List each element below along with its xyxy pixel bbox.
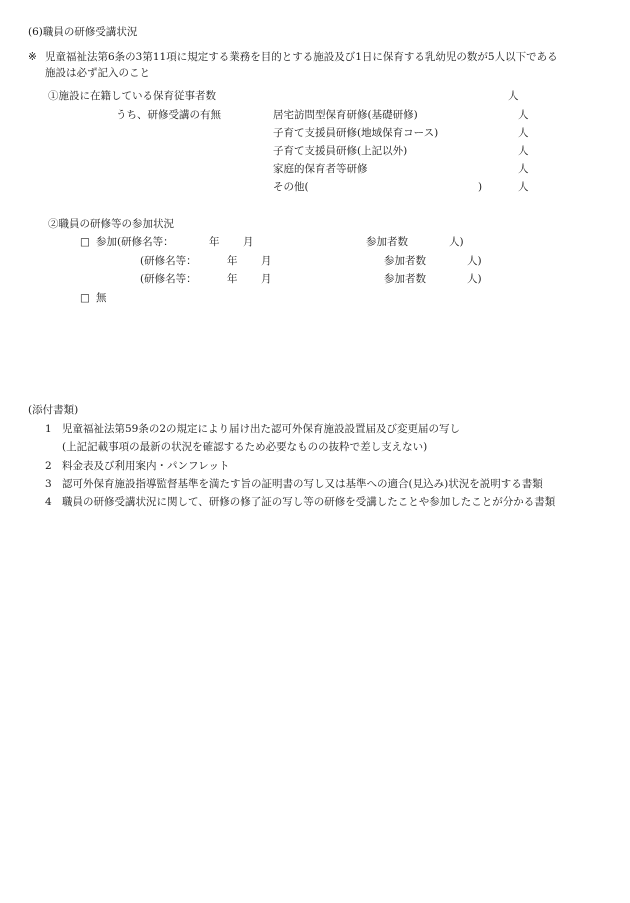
training-type-unit: 人 — [518, 145, 529, 157]
month-label: 月 — [261, 273, 272, 285]
training-name-label: (研修名等： — [140, 273, 197, 285]
attachments-title: (添付書類) — [28, 404, 79, 416]
training-type-label: 子育て支援員研修(上記以外) — [273, 145, 408, 157]
attachment-number: 2 — [45, 460, 52, 472]
staff-heading: ①施設に在籍している保育従事者数 — [48, 90, 216, 102]
attachment-number: 3 — [45, 478, 52, 490]
year-label: 年 — [227, 273, 238, 285]
year-label: 年 — [227, 255, 238, 267]
training-type-unit: 人 — [518, 109, 529, 121]
participant-count-unit: 人) — [449, 236, 464, 248]
attachment-text: 児童福祉法第59条の2の規定により届け出た認可外保育施設設置届及び変更届の写し — [62, 423, 461, 435]
attachment-text: 料金表及び利用案内・パンフレット — [62, 460, 230, 472]
training-type-unit: 人 — [518, 181, 529, 193]
year-label: 年 — [209, 236, 220, 248]
attachment-text: 認可外保育施設指導監督基準を満たす旨の証明書の写し又は基準への適合(見込み)状況を説明する書類 — [62, 478, 543, 490]
other-close-paren: ) — [478, 181, 483, 193]
participant-count-label: 参加者数 — [366, 236, 408, 248]
participant-count-label: 参加者数 — [384, 273, 426, 285]
training-name-label: (研修名等： — [140, 255, 197, 267]
training-type-label: 居宅訪問型保育研修(基礎研修) — [273, 109, 418, 121]
participant-count-unit: 人) — [467, 273, 482, 285]
staff-total-unit: 人 — [508, 90, 519, 102]
staff-sub-label: うち、研修受講の有無 — [116, 109, 221, 121]
attachment-number: 4 — [45, 496, 52, 508]
participated-label: 参加(研修名等： — [96, 236, 174, 248]
section-title: (6)職員の研修受講状況 — [28, 26, 138, 38]
not-participated-label: 無 — [96, 292, 107, 304]
note-line-2: 施設は必ず記入のこと — [45, 67, 150, 79]
month-label: 月 — [243, 236, 254, 248]
not-participated-checkbox[interactable]: □ — [80, 292, 90, 304]
training-heading: ②職員の研修等の参加状況 — [48, 218, 174, 230]
training-type-label: 家庭的保育者等研修 — [273, 163, 368, 175]
month-label: 月 — [261, 255, 272, 267]
participated-checkbox[interactable]: □ — [80, 236, 90, 248]
note-mark: ※ — [28, 51, 37, 63]
attachment-text: 職員の研修受講状況に関して、研修の修了証の写し等の研修を受講したことや参加したことが分かる書類 — [62, 496, 556, 508]
training-type-label: その他( — [273, 181, 309, 193]
note-line-1: 児童福祉法第6条の3第11項に規定する業務を目的とする施設及び1日に保育する乳幼児の数が5人以下である — [45, 51, 558, 63]
attachment-text-note: (上記記載事項の最新の状況を確認するため必要なものの抜粋で差し支えない) — [62, 441, 428, 453]
training-type-unit: 人 — [518, 163, 529, 175]
training-type-label: 子育て支援員研修(地域保育コース) — [273, 127, 439, 139]
training-type-unit: 人 — [518, 127, 529, 139]
attachment-number: 1 — [45, 423, 52, 435]
participant-count-unit: 人) — [467, 255, 482, 267]
participant-count-label: 参加者数 — [384, 255, 426, 267]
